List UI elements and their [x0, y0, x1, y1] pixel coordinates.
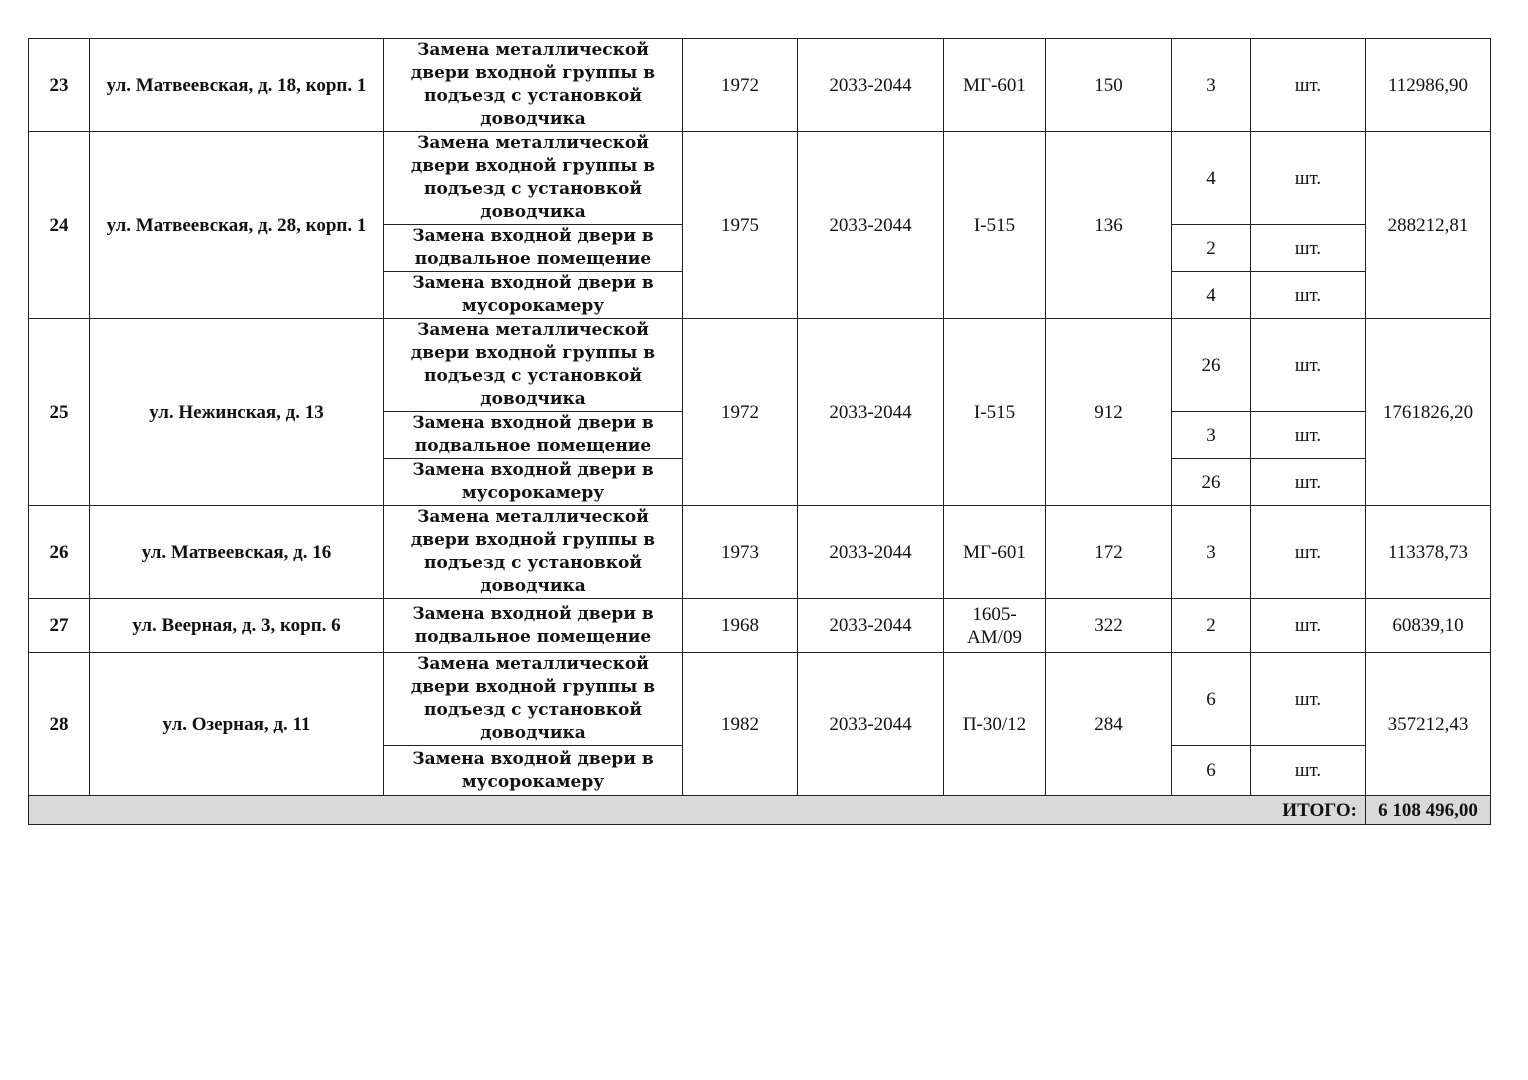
table-row [29, 599, 1491, 653]
total-row [29, 796, 1491, 825]
work-type-cell: Замена металлической двери входной группы в подъезд с установкой доводчика [384, 653, 683, 746]
row-number: 28 [29, 653, 90, 796]
build-year-cell: 1982 [683, 653, 798, 796]
work-type-cell: Замена металлической двери входной группы в подъезд с установкой доводчика [384, 132, 683, 225]
count-cell: 912 [1046, 319, 1172, 506]
address-cell: ул. Матвеевская, д. 18, корп. 1 [90, 39, 384, 132]
work-type-cell: Замена металлической двери входной группы в подъезд с установкой доводчика [384, 319, 683, 412]
cost-cell: 60839,10 [1366, 599, 1491, 653]
table-row [29, 653, 1491, 746]
quantity-cell: 2 [1172, 599, 1251, 653]
quantity-cell: 2 [1172, 225, 1251, 272]
work-type-cell: Замена входной двери в подвальное помещение [384, 599, 683, 653]
quantity-cell: 3 [1172, 506, 1251, 599]
table-body [29, 39, 1491, 825]
table-row [29, 506, 1491, 599]
build-year-cell: 1972 [683, 319, 798, 506]
address-cell: ул. Озерная, д. 11 [90, 653, 384, 796]
work-type-cell: Замена входной двери в мусорокамеру [384, 272, 683, 319]
row-number: 24 [29, 132, 90, 319]
table-row [29, 39, 1491, 132]
count-cell: 284 [1046, 653, 1172, 796]
period-cell: 2033-2044 [798, 132, 944, 319]
quantity-cell: 26 [1172, 319, 1251, 412]
count-cell: 150 [1046, 39, 1172, 132]
row-number: 23 [29, 39, 90, 132]
building-series-cell: МГ-601 [944, 506, 1046, 599]
unit-cell: шт. [1251, 653, 1366, 746]
work-type-cell: Замена входной двери в подвальное помещение [384, 225, 683, 272]
address-cell: ул. Матвеевская, д. 28, корп. 1 [90, 132, 384, 319]
table-row [29, 319, 1491, 412]
cost-cell: 357212,43 [1366, 653, 1491, 796]
unit-cell: шт. [1251, 132, 1366, 225]
quantity-cell: 3 [1172, 39, 1251, 132]
unit-cell: шт. [1251, 459, 1366, 506]
build-year-cell: 1973 [683, 506, 798, 599]
table-row [29, 132, 1491, 225]
count-cell: 172 [1046, 506, 1172, 599]
row-number: 27 [29, 599, 90, 653]
work-type-cell: Замена металлической двери входной группы в подъезд с установкой доводчика [384, 506, 683, 599]
quantity-cell: 4 [1172, 132, 1251, 225]
quantity-cell: 4 [1172, 272, 1251, 319]
unit-cell: шт. [1251, 225, 1366, 272]
build-year-cell: 1968 [683, 599, 798, 653]
building-series-cell: I-515 [944, 319, 1046, 506]
quantity-cell: 6 [1172, 653, 1251, 746]
total-label: ИТОГО: [29, 796, 1366, 825]
work-type-cell: Замена входной двери в подвальное помещение [384, 412, 683, 459]
period-cell: 2033-2044 [798, 39, 944, 132]
address-cell: ул. Веерная, д. 3, корп. 6 [90, 599, 384, 653]
row-number: 26 [29, 506, 90, 599]
period-cell: 2033-2044 [798, 653, 944, 796]
period-cell: 2033-2044 [798, 506, 944, 599]
period-cell: 2033-2044 [798, 319, 944, 506]
address-cell: ул. Нежинская, д. 13 [90, 319, 384, 506]
unit-cell: шт. [1251, 746, 1366, 796]
unit-cell: шт. [1251, 319, 1366, 412]
building-series-cell: МГ-601 [944, 39, 1046, 132]
unit-cell: шт. [1251, 599, 1366, 653]
quantity-cell: 26 [1172, 459, 1251, 506]
unit-cell: шт. [1251, 412, 1366, 459]
work-type-cell: Замена входной двери в мусорокамеру [384, 459, 683, 506]
address-cell: ул. Матвеевская, д. 16 [90, 506, 384, 599]
cost-cell: 112986,90 [1366, 39, 1491, 132]
work-type-cell: Замена металлической двери входной группы в подъезд с установкой доводчика [384, 39, 683, 132]
cost-cell: 113378,73 [1366, 506, 1491, 599]
row-number: 25 [29, 319, 90, 506]
works-table [28, 38, 1491, 825]
build-year-cell: 1975 [683, 132, 798, 319]
count-cell: 322 [1046, 599, 1172, 653]
cost-cell: 288212,81 [1366, 132, 1491, 319]
count-cell: 136 [1046, 132, 1172, 319]
cost-cell: 1761826,20 [1366, 319, 1491, 506]
period-cell: 2033-2044 [798, 599, 944, 653]
building-series-cell: П-30/12 [944, 653, 1046, 796]
build-year-cell: 1972 [683, 39, 798, 132]
total-value: 6 108 496,00 [1366, 796, 1491, 825]
unit-cell: шт. [1251, 506, 1366, 599]
quantity-cell: 3 [1172, 412, 1251, 459]
work-type-cell: Замена входной двери в мусорокамеру [384, 746, 683, 796]
unit-cell: шт. [1251, 272, 1366, 319]
unit-cell: шт. [1251, 39, 1366, 132]
building-series-cell: 1605-АМ/09 [944, 599, 1046, 653]
quantity-cell: 6 [1172, 746, 1251, 796]
building-series-cell: I-515 [944, 132, 1046, 319]
